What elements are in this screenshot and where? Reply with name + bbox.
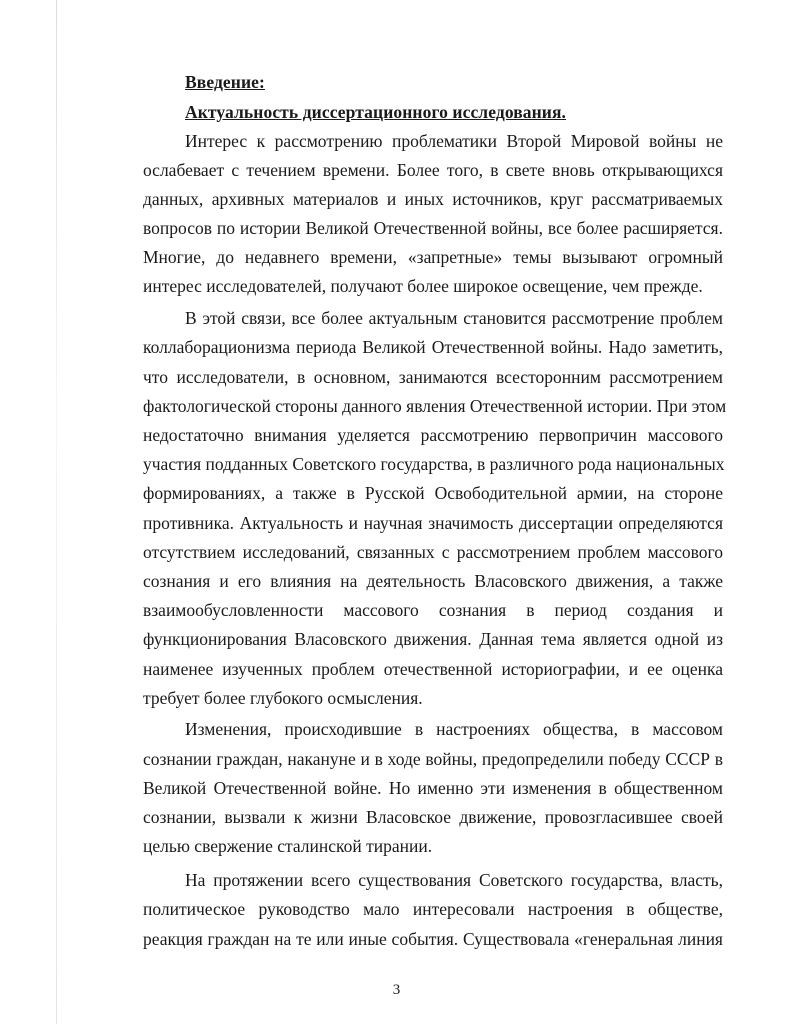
text-line: отсутствием исследований, связанных с рассмотрением проблем массового xyxy=(143,542,723,562)
text-line: ослабевает с течением времени. Более того, в свете вновь открывающихся xyxy=(143,160,723,180)
text-line: целью свержение сталинской тирании. xyxy=(143,836,433,856)
text-line: В этой связи, все более актуальным становится рассмотрение проблем xyxy=(185,308,723,328)
text-line: формированиях, а также в Русской Освободительной армии, на стороне xyxy=(143,483,723,503)
text-line: Великой Отечественной войне. Но именно эти изменения в общественном xyxy=(143,778,723,798)
text-line: фактологической стороны данного явления Отечественной истории. При этом xyxy=(143,396,727,416)
heading-introduction: Введение: xyxy=(185,72,265,92)
text-line: коллаборационизма периода Великой Отечественной войны. Надо заметить, xyxy=(143,337,723,357)
text-line: что исследователи, в основном, занимаются всесторонним рассмотрением xyxy=(143,367,723,387)
heading-relevance: Актуальность диссертационного исследования. xyxy=(185,102,567,122)
text-line: интерес исследователей, получают более широкое освещение, чем прежде. xyxy=(143,276,703,296)
text-line: вопросов по истории Великой Отечественной войны, все более расширяется. xyxy=(143,218,723,238)
text-line: реакция граждан на те или иные события. Существовала «генеральная линия xyxy=(143,929,723,949)
text-line: На протяжении всего существования Советского государства, власть, xyxy=(185,870,723,890)
text-line: функционирования Власовского движения. Данная тема является одной из xyxy=(143,629,723,649)
text-line: Многие, до недавнего времени, «запретные» темы вызывают огромный xyxy=(143,247,723,267)
scan-edge-line xyxy=(56,0,57,1024)
text-line: наименее изученных проблем отечественной историографии, и ее оценка xyxy=(143,659,723,679)
text-line: сознания и его влияния на деятельность Власовского движения, а также xyxy=(143,571,723,591)
text-line: Интерес к рассмотрению проблематики Второй Мировой войны не xyxy=(185,131,723,151)
text-line: сознании граждан, накануне и в ходе войны, предопределили победу СССР в xyxy=(143,749,723,769)
text-line: противника. Актуальность и научная значимость диссертации определяются xyxy=(143,513,723,533)
text-line: недостаточно внимания уделяется рассмотрению первопричин массового xyxy=(143,425,723,445)
page-number: 3 xyxy=(392,982,401,998)
text-line: сознании, вызвали к жизни Власовское движение, провозгласившее своей xyxy=(143,807,723,827)
text-line: Изменения, происходившие в настроениях общества, в массовом xyxy=(185,719,723,739)
text-line: участия подданных Советского государства, в различного рода национальных xyxy=(143,454,725,474)
text-line: требует более глубокого осмысления. xyxy=(143,688,423,708)
text-line: политическое руководство мало интересовали настроения в обществе, xyxy=(143,899,723,919)
text-line: взаимообусловленности массового сознания в период создания и xyxy=(143,600,723,620)
text-line: данных, архивных материалов и иных источников, круг рассматриваемых xyxy=(143,189,723,209)
